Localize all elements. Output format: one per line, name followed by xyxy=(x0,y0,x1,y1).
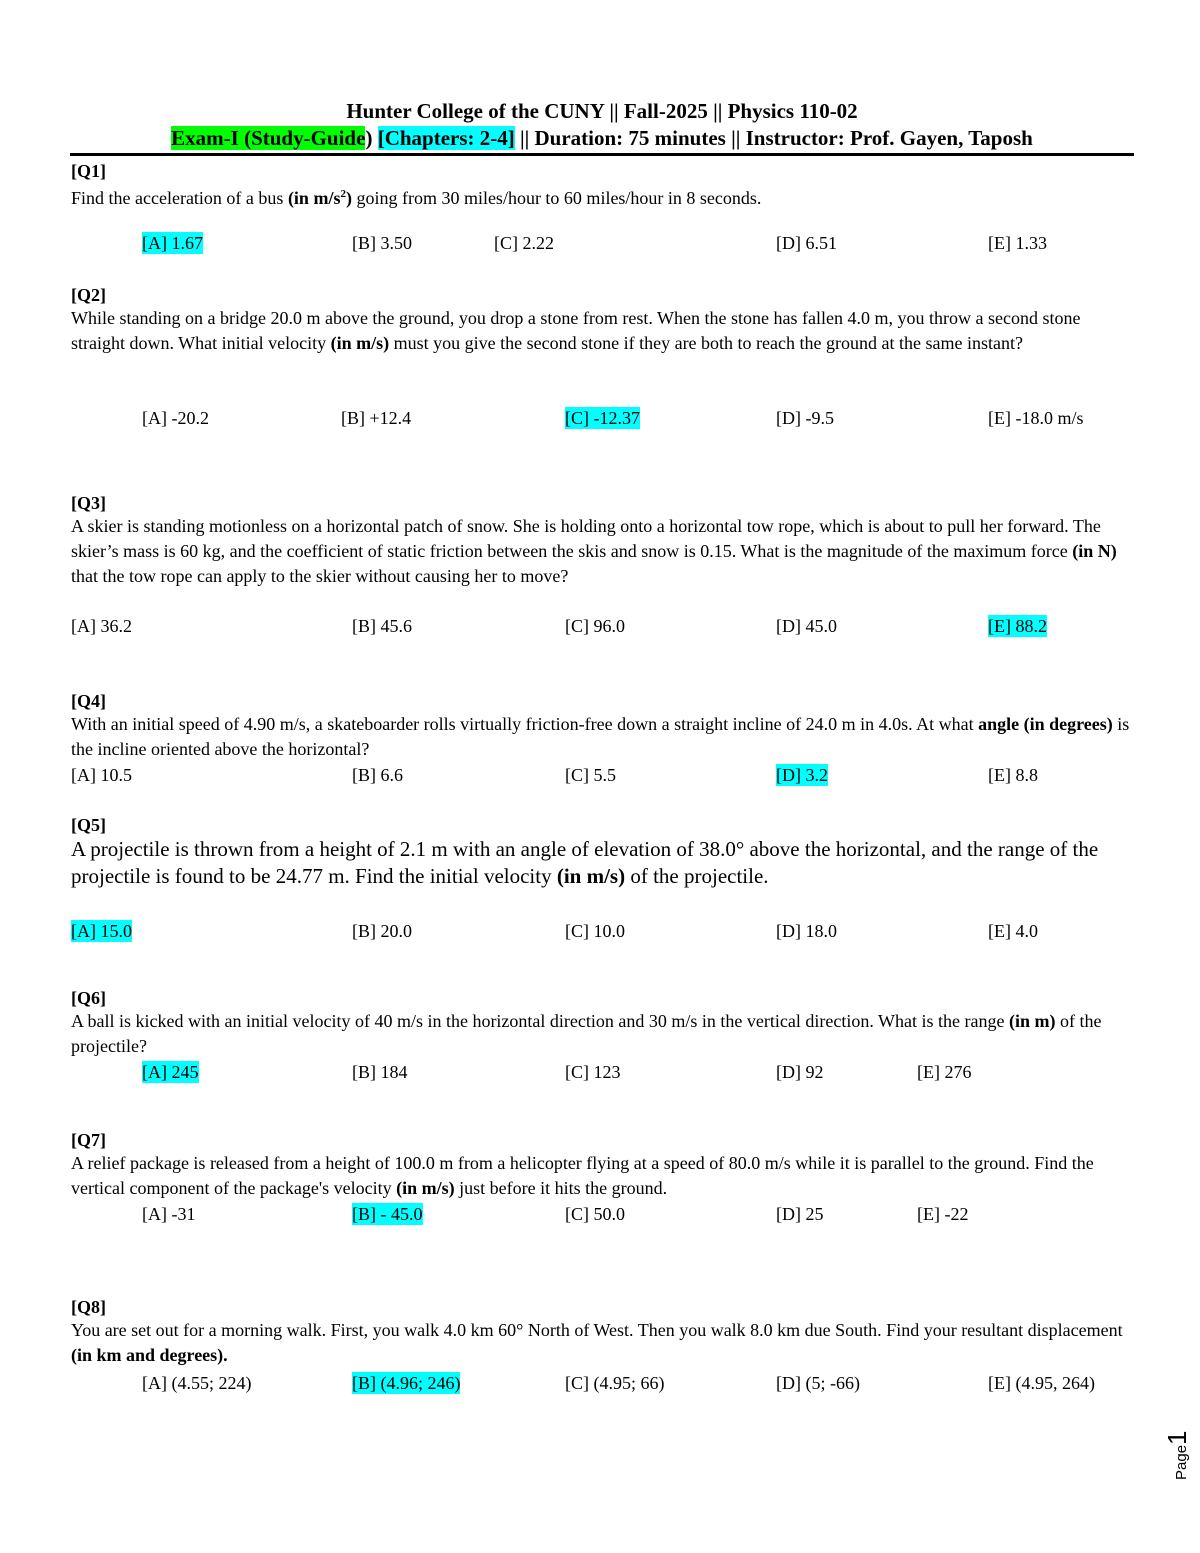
q6-option-c: [C] 123 xyxy=(565,1062,621,1082)
question-6 xyxy=(71,987,1133,1059)
q3-option-c: [C] 96.0 xyxy=(565,616,625,636)
question-label: [Q7] xyxy=(71,1130,106,1150)
q5-option-b: [B] 20.0 xyxy=(352,921,412,941)
q1-option-c: [C] 2.22 xyxy=(494,233,554,253)
q8-option-b: [B] (4.96; 246) xyxy=(352,1373,461,1393)
question-5 xyxy=(71,814,1133,890)
question-label: [Q8] xyxy=(71,1297,106,1317)
page-number-value: 1 xyxy=(1162,1430,1192,1445)
q8-option-d: [D] (5; -66) xyxy=(776,1373,860,1393)
page-number xyxy=(1158,1420,1198,1480)
page-label: Page xyxy=(1173,1444,1190,1480)
question-4 xyxy=(71,690,1133,762)
question-7 xyxy=(71,1129,1133,1201)
q4-option-d: [D] 3.2 xyxy=(776,765,828,785)
question-label: [Q4] xyxy=(71,691,106,711)
q7-option-a: [A] -31 xyxy=(142,1204,196,1224)
question-2 xyxy=(71,284,1133,356)
q7-option-b: [B] - 45.0 xyxy=(352,1204,423,1224)
q2-option-c: [C] -12.37 xyxy=(565,408,640,428)
question-label: [Q1] xyxy=(71,161,106,181)
q6-option-b: [B] 184 xyxy=(352,1062,408,1082)
q2-option-b: [B] +12.4 xyxy=(341,408,412,428)
header-details: || Duration: 75 minutes || Instructor: Prof. Gayen, Taposh xyxy=(514,126,1033,150)
question-text: Find the acceleration of a bus (in $m/s^2$) going from 30 miles/hour to 60 miles/hour in 8 seconds. xyxy=(71,188,762,208)
question-label: [Q5] xyxy=(71,815,106,835)
question-label: [Q6] xyxy=(71,988,106,1008)
question-text: A relief package is released from a height of 100.0 m from a helicopter flying at a speed of 80.0 m/s while it is parallel to the ground. Find the vertical component of the package's velocity (in m/s) just before it hits the ground. xyxy=(71,1153,1094,1198)
question-label: [Q2] xyxy=(71,285,106,305)
question-text: A ball is kicked with an initial velocity of 40 m/s in the horizontal direction and 30 m/s in the vertical direction. What is the range (in m) of the projectile? xyxy=(71,1011,1102,1056)
q3-option-a: [A] 36.2 xyxy=(71,616,132,636)
q1-option-a: [A] 1.67 xyxy=(142,233,203,253)
q3-option-b: [B] 45.6 xyxy=(352,616,412,636)
document-header xyxy=(70,98,1134,152)
q8-option-e: [E] (4.95, 264) xyxy=(988,1373,1095,1393)
q6-option-a: [A] 245 xyxy=(142,1062,199,1082)
header-line-2: Exam-I (Study-Guide) [Chapters: 2-4] || Duration: 75 minutes || Instructor: Prof. Gayen, Taposh xyxy=(171,126,1033,150)
q1-option-d: [D] 6.51 xyxy=(776,233,837,253)
question-1 xyxy=(71,160,1133,211)
q5-option-d: [D] 18.0 xyxy=(776,921,837,941)
q1-option-b: [B] 3.50 xyxy=(352,233,412,253)
question-text: While standing on a bridge 20.0 m above the ground, you drop a stone from rest. When the stone has fallen 4.0 m, you throw a second stone straight down. What initial velocity (in m/s) must you give the second stone if they are both to reach the ground at the same instant? xyxy=(71,308,1081,353)
header-rule xyxy=(70,153,1134,156)
header-line-1: Hunter College of the CUNY || Fall-2025 || Physics 110-02 xyxy=(346,99,858,123)
question-text: A skier is standing motionless on a horizontal patch of snow. She is holding onto a horizontal tow rope, which is about to pull her forward. The skier’s mass is 60 kg, and the coefficient of static friction between the skis and snow is 0.15. What is the magnitude of the maximum force (in N) that the tow rope can apply to the skier without causing her to move? xyxy=(71,516,1117,586)
q8-option-a: [A] (4.55; 224) xyxy=(142,1373,252,1393)
q7-option-c: [C] 50.0 xyxy=(565,1204,625,1224)
question-text: You are set out for a morning walk. First, you walk 4.0 km 60° North of West. Then you walk 8.0 km due South. Find your resultant displacement (in km and degrees). xyxy=(71,1320,1123,1365)
question-8 xyxy=(71,1296,1133,1368)
q3-option-e: [E] 88.2 xyxy=(988,616,1047,636)
chapters-highlight: [Chapters: 2-4] xyxy=(377,126,515,150)
q1-option-e: [E] 1.33 xyxy=(988,233,1047,253)
q8-option-c: [C] (4.95; 66) xyxy=(565,1373,665,1393)
q4-option-b: [B] 6.6 xyxy=(352,765,403,785)
q4-option-c: [C] 5.5 xyxy=(565,765,616,785)
q5-option-e: [E] 4.0 xyxy=(988,921,1038,941)
question-text: With an initial speed of 4.90 m/s, a skateboarder rolls virtually friction-free down a straight incline of 24.0 m in 4.0s. At what angle (in degrees) is the incline oriented above the horizontal? xyxy=(71,714,1130,759)
q2-option-e: [E] -18.0 m/s xyxy=(988,408,1084,428)
question-3 xyxy=(71,492,1133,589)
q7-option-d: [D] 25 xyxy=(776,1204,824,1224)
q4-option-a: [A] 10.5 xyxy=(71,765,132,785)
q5-option-a: [A] 15.0 xyxy=(71,921,132,941)
q5-option-c: [C] 10.0 xyxy=(565,921,625,941)
exam-title-highlight: Exam-I (Study-Guide xyxy=(171,126,366,150)
q2-option-a: [A] -20.2 xyxy=(142,408,209,428)
q4-option-e: [E] 8.8 xyxy=(988,765,1038,785)
q3-option-d: [D] 45.0 xyxy=(776,616,837,636)
question-text: A projectile is thrown from a height of 2.1 m with an angle of elevation of 38.0° above the horizontal, and the range of the projectile is found to be 24.77 m. Find the initial velocity (in m/s) of the projectile. xyxy=(71,837,1099,888)
q2-option-d: [D] -9.5 xyxy=(776,408,834,428)
q6-option-d: [D] 92 xyxy=(776,1062,824,1082)
question-label: [Q3] xyxy=(71,493,106,513)
q7-option-e: [E] -22 xyxy=(917,1204,969,1224)
q6-option-e: [E] 276 xyxy=(917,1062,972,1082)
